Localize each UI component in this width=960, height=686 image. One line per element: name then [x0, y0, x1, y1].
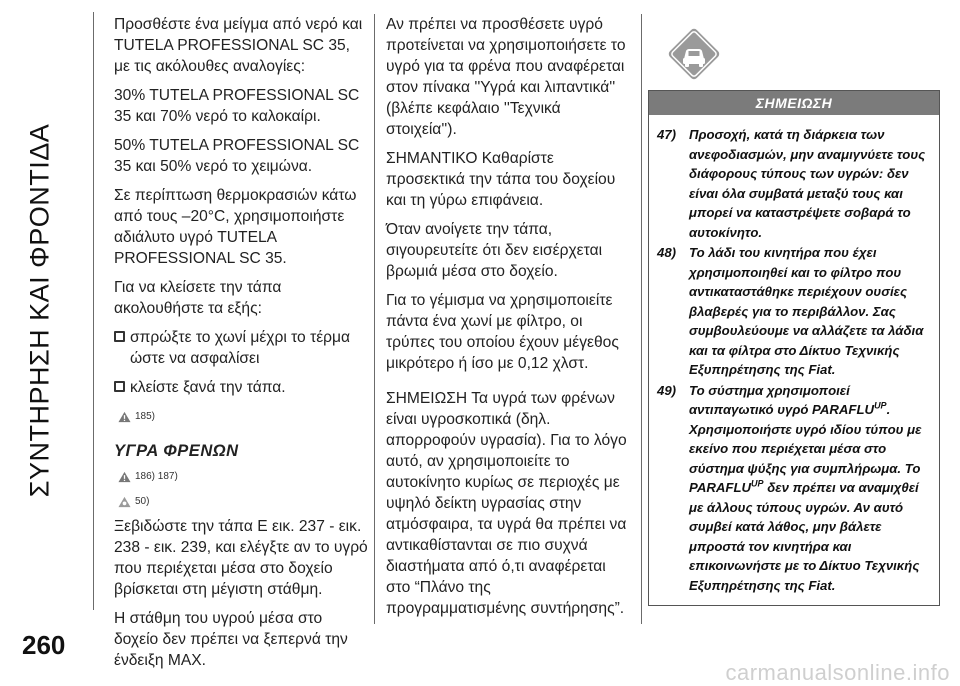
warning-reference: [118, 466, 370, 487]
note-number: 49): [657, 382, 677, 398]
reference-number: 186) 187): [135, 471, 178, 482]
caution-triangle-icon: [118, 496, 131, 508]
note-item: [657, 125, 931, 242]
page-number: 260: [22, 630, 66, 660]
paragraph: Για να κλείσετε την τάπα ακολουθήστε τα εξής:: [114, 279, 282, 317]
section-heading: ΥΓΡΑ ΦΡΕΝΩΝ: [114, 442, 239, 460]
checklist-item: [114, 327, 370, 369]
superscript: UP: [874, 400, 887, 411]
left-divider: [93, 12, 94, 610]
text-column-1: [114, 14, 370, 679]
note-text: Προσοχή, κατά τη διάρκεια των ανεφοδιασμών, μην αναμιγνύετε τους διάφορους τύπους των υγρών: δεν είναι όλα συμβατά μεταξύ τους και μπορεί να καταστρέψετε σοβαρά το αυτοκίνητο.: [689, 127, 926, 240]
column-divider: [374, 14, 375, 624]
notes-box: [648, 90, 940, 606]
note-number: 47): [657, 127, 677, 142]
note-item: [657, 381, 931, 596]
reference-number: 50): [135, 496, 150, 507]
caution-reference: [118, 491, 370, 512]
paragraph: Ξεβιδώστε την τάπα E εικ. 237 - εικ. 238 - εικ. 239, και ελέγξτε αν το υγρό που περιέχεται μέσα στο δοχείο βρίσκεται στη μέγιστη στάθμη.: [114, 518, 368, 598]
warning-triangle-icon: [118, 471, 131, 483]
note-text: . Χρησιμοποιήστε υγρό ιδίου τύπου με εκείνο που περιέχεται μέσα στο σύστημα ψύξης για συμπλήρωμα. Το PARAFLU: [689, 402, 922, 495]
notes-header: ΣΗΜΕΙΩΣΗ: [649, 91, 939, 115]
reference-number: 185): [135, 411, 156, 422]
chapter-sidebar: [12, 10, 68, 610]
paragraph: Για το γέμισμα να χρησιμοποιείτε πάντα ένα χωνί με φίλτρο, οι τρύπες του οποίου έχουν μέγεθος μικρότερο ή ίσο με 0,12 χλστ.: [386, 292, 619, 372]
warning-triangle-icon: [118, 411, 131, 423]
paragraph: Σε περίπτωση θερμοκρασιών κάτω από τους –20°C, χρησιμοποιήστε αδιάλυτο υγρό TUTELA PROFESSIONAL SC 35.: [114, 187, 357, 267]
note-number: 48): [657, 245, 677, 260]
checkbox-bullet-icon: [114, 381, 125, 392]
paragraph: Προσθέστε ένα μείγμα από νερό και TUTELA PROFESSIONAL SC 35, με τις ακόλουθες αναλογίες:: [114, 16, 363, 75]
checklist-item: [114, 377, 370, 398]
warning-car-sign-icon: [662, 22, 726, 86]
notes-divider: [641, 14, 642, 624]
note-item: [657, 243, 931, 380]
warning-reference: [118, 406, 370, 427]
checkbox-bullet-icon: [114, 331, 125, 342]
checklist-text: κλείστε ξανά την τάπα.: [130, 379, 286, 396]
paragraph: ΣΗΜΑΝΤΙΚΟ Καθαρίστε προσεκτικά την τάπα του δοχείου και τη γύρω επιφάνεια.: [386, 150, 616, 209]
paragraph: Η στάθμη του υγρού μέσα στο δοχείο δεν πρέπει να ξεπερνά την ένδειξη MAX.: [114, 610, 348, 669]
paragraph: 30% TUTELA PROFESSIONAL SC 35 και 70% νερό το καλοκαίρι.: [114, 87, 360, 125]
note-text: Το λάδι του κινητήρα που έχει χρησιμοποιηθεί και το φίλτρο που αντικαταστάθηκε περιέχουν ουσίες βλαβερές για το περιβάλλον. Σας συμβουλεύουμε να αλλάζετε τα λάδια και τα φίλτρα στο Δίκτυο Τεχνικής Εξυπηρέτησης της Fiat.: [689, 245, 924, 377]
note-text: δεν πρέπει να αναμιχθεί με άλλους τύπους υγρών. Αν αυτό συμβεί κατά λάθος, μην βάλετε μπροστά τον κινητήρα και επικοινωνήστε με το Δίκτυο Τεχνικής Εξυπηρέτησης της Fiat.: [689, 480, 920, 593]
paragraph: Όταν ανοίγετε την τάπα, σιγουρευτείτε ότι δεν εισέρχεται βρωμιά μέσα στο δοχείο.: [386, 221, 603, 280]
superscript: UP: [751, 478, 764, 489]
watermark: carmanualsonline.info: [725, 660, 950, 685]
note-text: Το σύστημα χρησιμοποιεί αντιπαγωτικό υγρό PARAFLU: [689, 382, 875, 417]
chapter-title: ΣΥΝΤΗΡΗΣΗ ΚΑΙ ΦΡΟΝΤΙΔΑ: [24, 123, 55, 497]
text-column-2: [386, 14, 632, 627]
paragraph: 50% TUTELA PROFESSIONAL SC 35 και 50% νερό το χειμώνα.: [114, 137, 360, 175]
checklist-text: σπρώξτε το χωνί μέχρι το τέρμα ώστε να ασφαλίσει: [130, 329, 351, 367]
paragraph: ΣΗΜΕΙΩΣΗ Τα υγρά των φρένων είναι υγροσκοπικά (δηλ. απορροφούν υγρασία). Για το λόγο αυτό, αν χρησιμοποιείτε το αυτοκίνητο κυρίως σε περιοχές με υψηλό δείκτη υγρασίας στην ατμόσφαιρα, τα υγρά θα πρέπει να αντικαθίστανται σε πιο συχνά διαστήματα από ό,τι αναφέρεται στο “Πλάνο της προγραμματισμένης συντήρησης”.: [386, 390, 627, 617]
paragraph: Αν πρέπει να προσθέσετε υγρό προτείνεται να χρησιμοποιήσετε το υγρό για τα φρένα που αναφέρεται στον πίνακα ''Υγρά και λιπαντικά'' (βλέπε κεφάλαιο ''Τεχνικά στοιχεία'').: [386, 16, 626, 138]
